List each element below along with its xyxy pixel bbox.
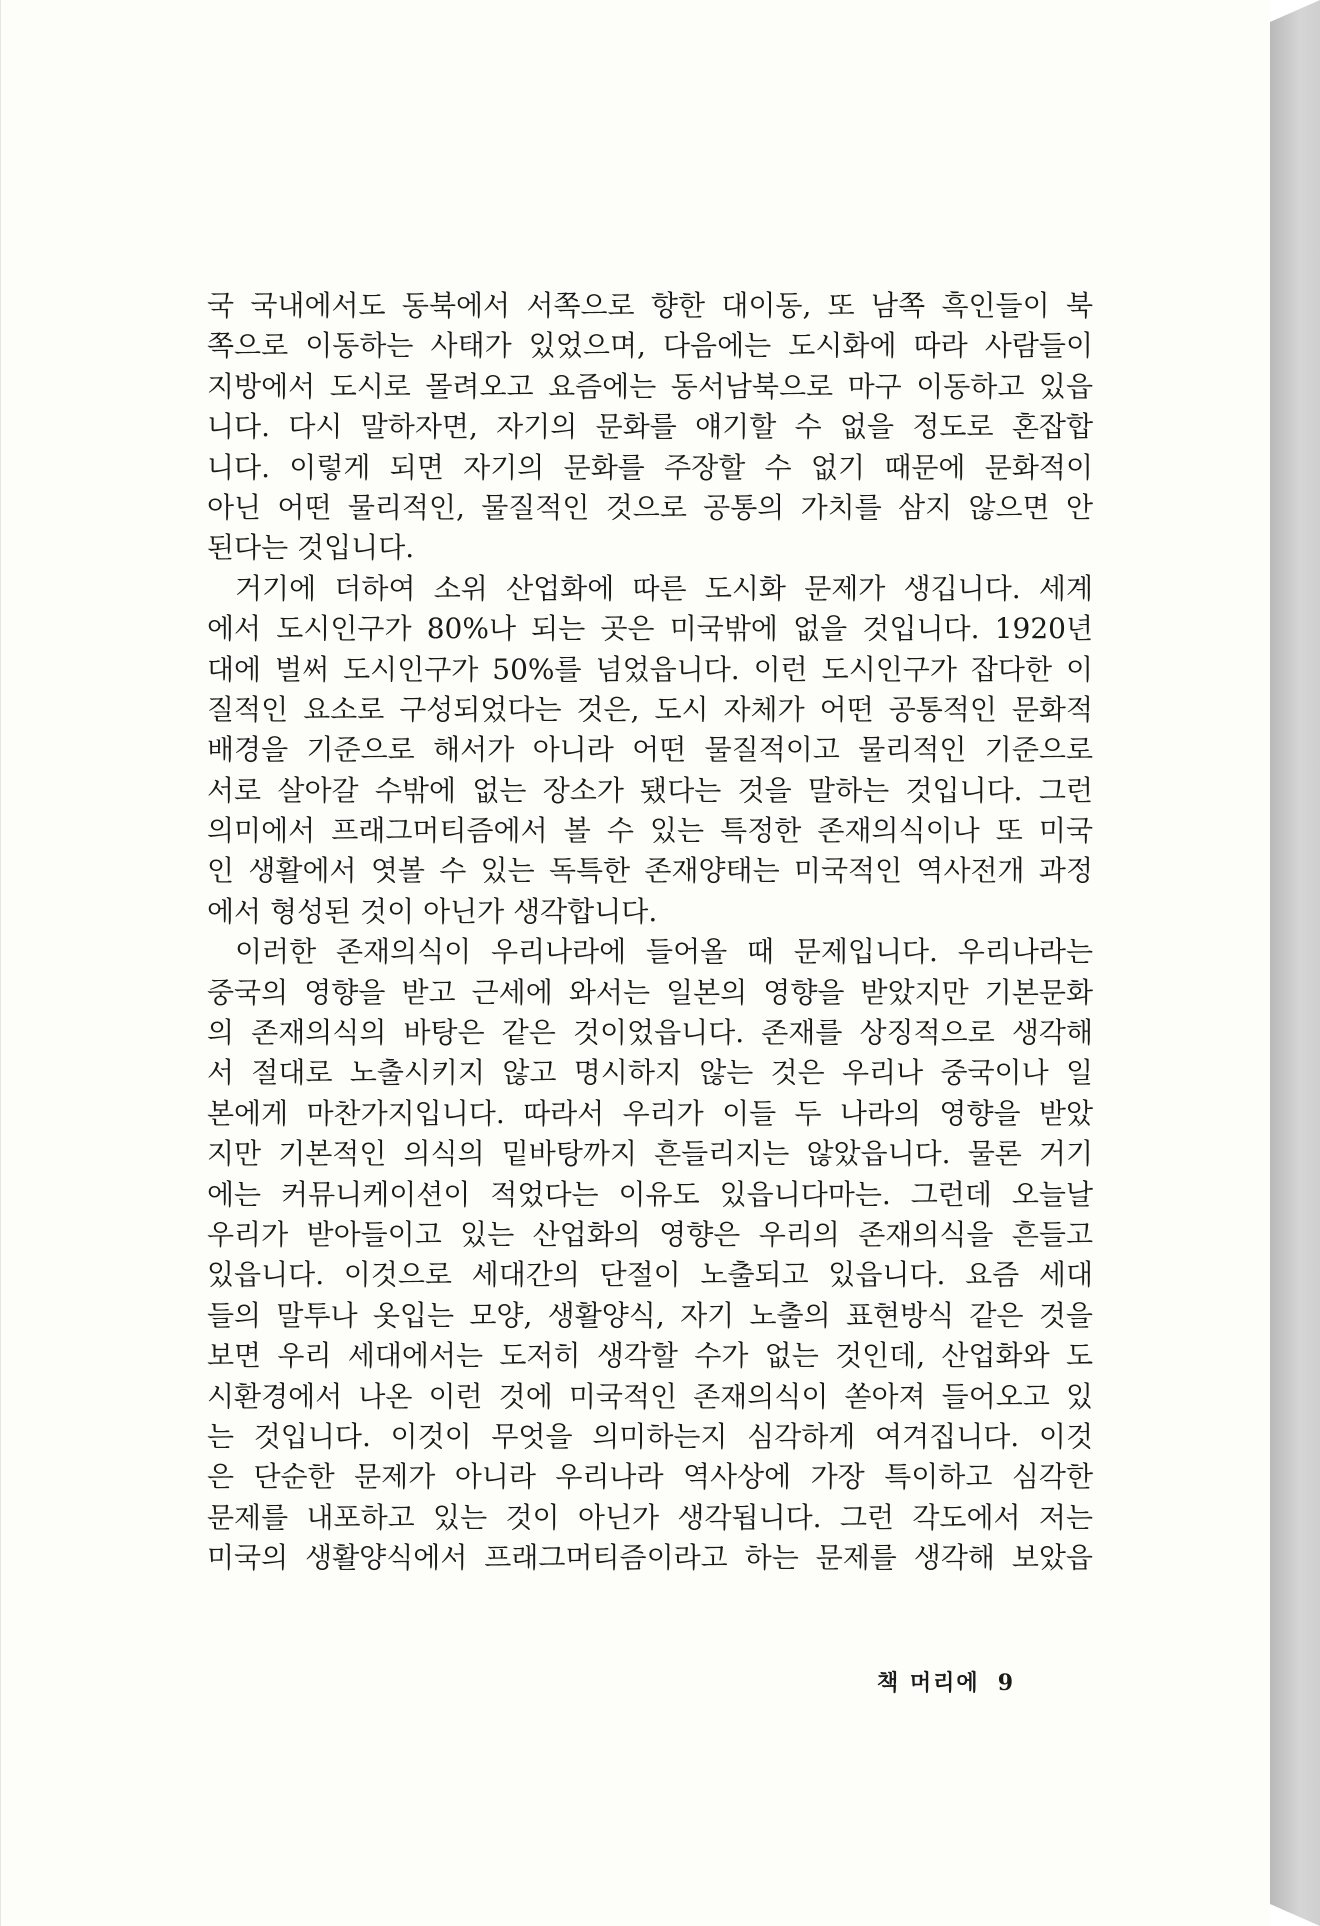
text-line: 거기에 더하여 소위 산업화에 따른 도시화 문제가 생깁니다. 세계 xyxy=(235,571,1093,605)
text-line: 쪽으로 이동하는 사태가 있었으며, 다음에는 도시화에 따라 사람들이 xyxy=(207,329,1093,363)
text-line: 니다. 다시 말하자면, 자기의 문화를 얘기할 수 없을 정도로 혼잡합 xyxy=(207,410,1093,444)
text-line: 지만 기본적인 의식의 밑바탕까지 흔들리지는 않았읍니다. 물론 거기 xyxy=(207,1137,1093,1171)
text-line: 에서 형성된 것이 아닌가 생각합니다. xyxy=(207,894,658,928)
text-line: 된다는 것입니다. xyxy=(207,531,415,565)
text-line: 있읍니다. 이것으로 세대간의 단절이 노출되고 있읍니다. 요즘 세대 xyxy=(207,1258,1093,1292)
text-line: 서로 살아갈 수밖에 없는 장소가 됐다는 것을 말하는 것입니다. 그런 xyxy=(207,773,1093,807)
running-footer xyxy=(877,1666,1015,1697)
text-line: 보면 우리 세대에서는 도저히 생각할 수가 없는 것인데, 산업화와 도 xyxy=(207,1339,1093,1373)
text-line: 의미에서 프래그머티즘에서 볼 수 있는 특정한 존재의식이나 또 미국 xyxy=(207,814,1093,848)
text-line: 들의 말투나 옷입는 모양, 생활양식, 자기 노출의 표현방식 같은 것을 xyxy=(207,1298,1093,1332)
text-line: 아닌 어떤 물리적인, 물질적인 것으로 공통의 가치를 삼지 않으면 안 xyxy=(207,490,1093,524)
footer-title: 책 머리에 xyxy=(877,1670,980,1696)
text-line: 배경을 기준으로 해서가 아니라 어떤 물질적이고 물리적인 기준으로 xyxy=(207,733,1093,767)
text-line: 니다. 이렇게 되면 자기의 문화를 주장할 수 없기 때문에 문화적이 xyxy=(207,450,1093,484)
text-line: 의 존재의식의 바탕은 같은 것이었읍니다. 존재를 상징적으로 생각해 xyxy=(207,1016,1093,1050)
body-text xyxy=(207,286,1093,1579)
text-line: 은 단순한 문제가 아니라 우리나라 역사상에 가장 특이하고 심각한 xyxy=(207,1460,1093,1494)
text-line: 대에 벌써 도시인구가 50%를 넘었읍니다. 이런 도시인구가 잡다한 이 xyxy=(207,652,1093,686)
page-number: 9 xyxy=(997,1670,1015,1696)
text-line: 에는 커뮤니케이션이 적었다는 이유도 있읍니다마는. 그런데 오늘날 xyxy=(207,1177,1093,1211)
text-line: 에서 도시인구가 80%나 되는 곳은 미국밖에 없을 것입니다. 1920년 xyxy=(207,612,1093,646)
text-line: 본에게 마찬가지입니다. 따라서 우리가 이들 두 나라의 영향을 받았 xyxy=(207,1096,1093,1130)
page-stack-edge xyxy=(1270,0,1320,1926)
text-line: 이러한 존재의식이 우리나라에 들어올 때 문제입니다. 우리나라는 xyxy=(235,935,1093,969)
text-line: 지방에서 도시로 몰려오고 요즘에는 동서남북으로 마구 이동하고 있읍 xyxy=(207,369,1093,403)
text-line: 문제를 내포하고 있는 것이 아닌가 생각됩니다. 그런 각도에서 저는 xyxy=(207,1500,1093,1534)
text-line: 중국의 영향을 받고 근세에 와서는 일본의 영향을 받았지만 기본문화 xyxy=(207,975,1093,1009)
text-line: 인 생활에서 엿볼 수 있는 독특한 존재양태는 미국적인 역사전개 과정 xyxy=(207,854,1093,888)
text-line: 질적인 요소로 구성되었다는 것은, 도시 자체가 어떤 공통적인 문화적 xyxy=(207,692,1093,726)
text-line: 는 것입니다. 이것이 무엇을 의미하는지 심각하게 여겨집니다. 이것 xyxy=(207,1419,1093,1453)
text-line: 미국의 생활양식에서 프래그머티즘이라고 하는 문제를 생각해 보았읍 xyxy=(207,1541,1093,1575)
text-line: 우리가 받아들이고 있는 산업화의 영향은 우리의 존재의식을 흔들고 xyxy=(207,1217,1093,1251)
text-line: 시환경에서 나온 이런 것에 미국적인 존재의식이 쏟아져 들어오고 있 xyxy=(207,1379,1093,1413)
text-line: 국 국내에서도 동북에서 서쪽으로 향한 대이동, 또 남쪽 흑인들이 북 xyxy=(207,289,1093,322)
text-line: 서 절대로 노출시키지 않고 명시하지 않는 것은 우리나 중국이나 일 xyxy=(207,1056,1093,1090)
